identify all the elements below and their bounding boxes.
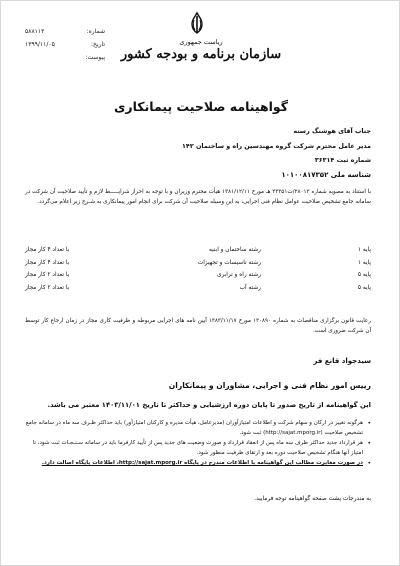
grade-field: رشته راه و ترابری [216,272,261,278]
recipient-role: مدیر عامل محترم شرکت گروه مهندسین راه و ساختمان ۱۴۲ [182,142,371,150]
letter-attachment-row [25,51,105,64]
grade-level: پایه ۵ [357,284,371,291]
letter-number-label: شماره: [86,28,105,35]
note-item [25,419,371,438]
letter-number-row [25,25,105,38]
letter-number-value: ۵۸۸۱۱۳ [25,28,45,35]
letter-date-row [25,38,105,51]
grade-level: پایه ۱ [357,259,371,266]
note-item [25,439,371,458]
note-text: هر قرارداد جدید حداکثر ظرف سه ماه پس از انعقاد قرارداد و صورت وضعیت های جدید پس از تأیید کارفرما باید در سامانه سـنـجـات ثبت شود، تا امتیاز آنها هنگام تشخیص صلاحیت دوره بعد و ارتقای ظرفیت منظور شود. [32,440,363,456]
iran-emblem-icon [187,11,207,35]
registration-number: شماره ثبت ۳۶۳۱۴ [314,156,371,164]
bullet-icon: • [367,440,371,448]
grade-row [25,285,371,298]
organization-logo-text: سازمان برنامه و بودجه کشور [120,47,282,62]
letter-attachment-label: پیوست: [85,54,105,61]
letter-date-label: تاریخ: [91,41,105,48]
notes-list [25,419,371,470]
grade-row [25,247,371,260]
note-item [25,459,371,469]
signatory-name: سیدجواد قانع فر [313,357,371,365]
letter-date-value: ۱۳۹۹/۱۱/۰۵ [25,41,55,48]
national-id: شناسه ملی ۱۰۱۰۰۸۱۷۳۵۲ [281,171,371,179]
grade-level: پایه ۵ [357,272,371,278]
grades-list [25,247,371,297]
grade-level: پایه ۱ [357,247,371,253]
note-text: در صورت مغایرت مطالب این گواهینامه با اطلاعات مندرج در پایگاه http://sajat.mporg.ir، اطلاعات پایگاه اصالت دارد. [41,460,363,467]
recipient-salutation: جناب آقای هوشنگ رسته [293,127,371,135]
grade-field: رشته ساختمان و ابنیه [208,247,261,253]
signatory-title: رییس امور نظام فنی و اجرایی، مشاوران و پیمانکاران [168,381,371,390]
letter-meta [25,25,105,64]
certificate-title: گواهینامه صلاحیت پیمانکاری [113,99,289,114]
grade-count: با تعداد ۲ کار مجاز [25,272,70,278]
bullet-icon: • [367,460,371,468]
presidency-label: ریاست جمهوری [179,38,223,46]
grade-count: با تعداد ۴ کار مجاز [25,247,70,253]
grade-count: با تعداد ۲ کار مجاز [25,284,70,291]
note-text: هرگونه تغییر در ارکان و سهام شرکت و اطلاعات امتیازآوران (مدیرعامل، هیأت مدیره و کارکنان امتیازآور) باید حداکثر ظـرف سه ماه در سامانه جامع تشخیص صلاحیت (http://sajat.mporg.ir) ثبت شود. [25,420,363,436]
grade-field: رشته آب [239,284,261,291]
grade-field: رشته تاسیسات و تجهیزات [197,259,261,266]
back-page-note: به مندرجات پشت صفحه گواهینامه توجه فرمایید. [254,496,371,502]
grade-count: با تعداد ۴ کار مجاز [25,259,70,266]
grade-row [25,272,371,285]
bullet-icon: • [367,420,371,427]
certificate-body-text: با استناد به مصوبه شماره ۲۸۰۱۳/ت۲۳۳۵۱ هـ مورخ ۱۳۸۱/۱۲/۱۱ هیأت محترم وزیران و با توجه به احراز شرایـــــط لازم و تأیید صلاحیت آن شرکت در سامانه جامع تشخیص صلاحیت عوامل نظام فنی اجرایی، به این وسیله صلاحیت آن شرکت برای انجام امور پیمانکاری به شـرح زیر اعلام می‌گردد. [25,189,371,205]
grade-row [25,260,371,273]
validity-statement: این گواهینامه از تاریخ صدور تا پایان دوره ارزشیابی و حداکثر تا تاریخ ۱۴۰۳/۱۱/۰۱ معتبر می باشد. [47,401,371,409]
regulation-text: رعایت قانون برگزاری مناقصات به شماره ۱۳۰۸۹۰ مورخ ۱۳۸۳/۱۱/۱۷ آیین نامه های اجرایی مربوطه و ظرفیت کاری مجاز در زمان ارجاع کار توسط آن شرکت ضروری است. [25,318,371,334]
